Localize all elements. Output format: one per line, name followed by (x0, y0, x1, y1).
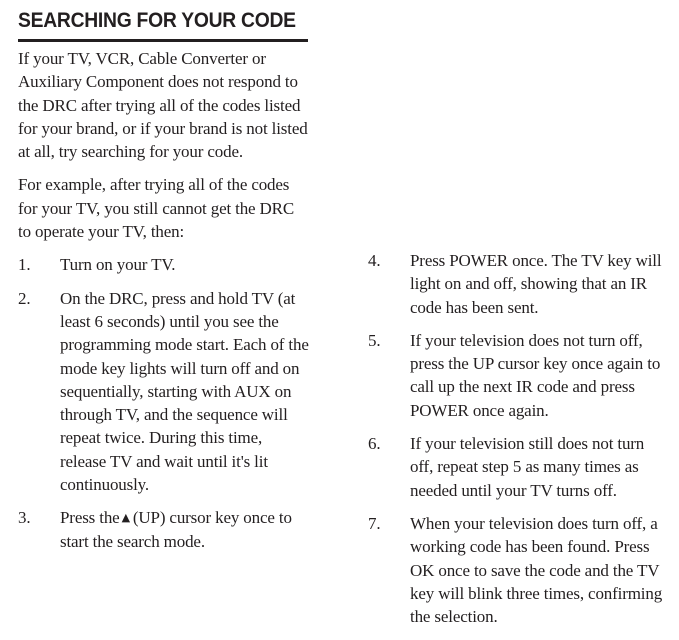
step-number: 2. (18, 288, 31, 308)
heading-underline (18, 39, 308, 42)
section-heading: SEARCHING FOR YOUR CODE (18, 9, 296, 32)
step-text: If your television still does not turn off, repeat step 5 as many times as needed until your TV turns off. (410, 434, 645, 500)
step-number: 1. (18, 255, 31, 275)
intro-paragraph: If your TV, VCR, Cable Converter or Auxiliary Component does not respond to the DRC after trying all of the codes listed for your brand, or if your brand is not listed at all, try searching for your code. (18, 49, 308, 162)
step-text: Press POWER once. The TV key will light on and off, showing that an IR code has been sent. (410, 251, 662, 317)
right-column (368, 249, 668, 638)
step-text-before: Press the (60, 508, 120, 528)
step-text: When your television does turn off, a working code has been found. Press OK once to save the code and the TV key will blink three times, confirming the selection. (410, 513, 663, 627)
up-triangle-icon: ▲ (121, 511, 130, 525)
step-item-2 (18, 287, 310, 497)
step-item-3 (18, 506, 310, 553)
steps-list-left (18, 253, 310, 553)
step-number: 5. (368, 330, 381, 350)
example-paragraph: For example, after trying all of the codes for your TV, you still cannot get the DRC to operate your TV, then: (18, 175, 295, 242)
step-text: Turn on your TV. (60, 255, 176, 275)
step-item-4 (368, 249, 668, 319)
step-number: 6. (368, 434, 381, 454)
step-text: If your television does not turn off, press the UP cursor key once again to call up the next IR code and press POWER once again. (410, 330, 661, 420)
step-item-1 (18, 253, 310, 276)
step-number: 7. (368, 513, 381, 533)
step-text (60, 506, 310, 553)
step-text-after: (UP) cursor key once to start the search mode. (60, 508, 292, 551)
step-item-6 (368, 432, 668, 502)
left-column (18, 47, 310, 563)
step-number: 3. (18, 508, 31, 528)
step-item-7 (368, 512, 668, 628)
steps-list-right (368, 249, 668, 628)
step-number: 4. (368, 251, 381, 270)
step-text: On the DRC, press and hold TV (at least 6 seconds) until you see the programming mode start. Each of the mode key lights will turn off and on sequentially, starting with AUX on through TV, and the sequence will repeat twice. During this time, release TV and wait until it's lit continuously. (60, 288, 309, 495)
step-item-5 (368, 329, 668, 422)
